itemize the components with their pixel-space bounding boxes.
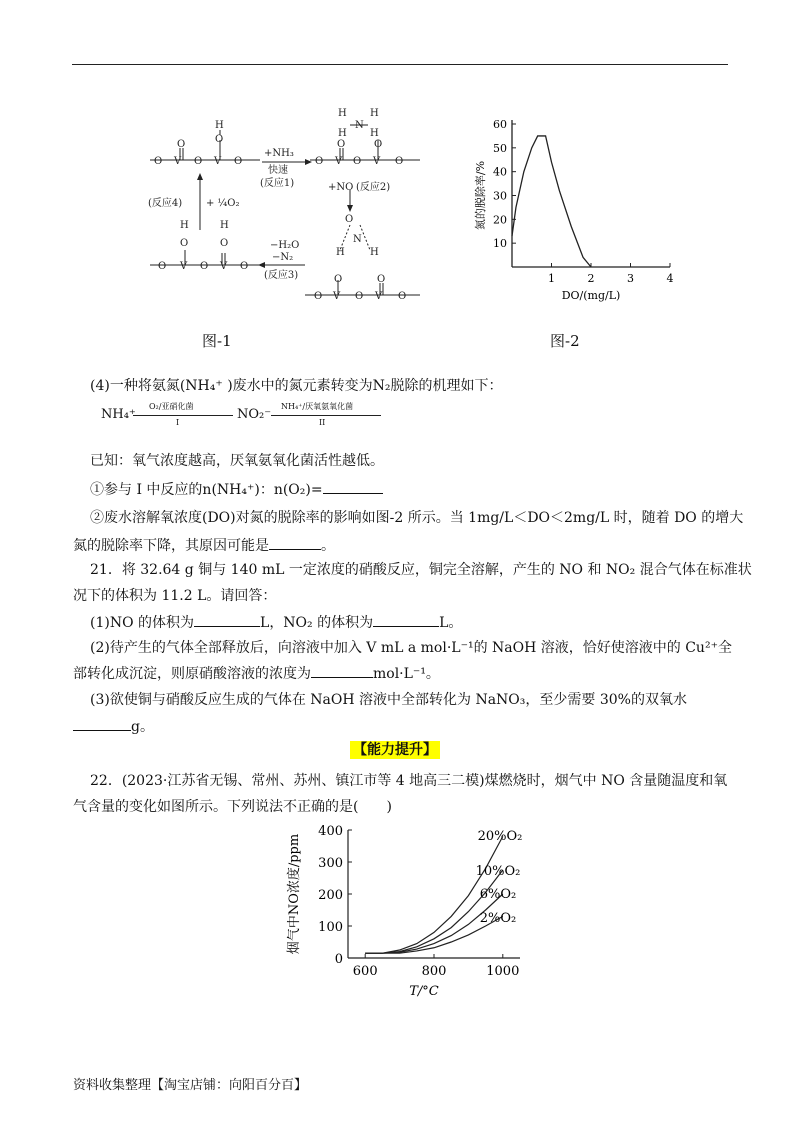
y-axis-label: 烟气中NO浓度/ppm xyxy=(287,833,302,955)
scheme-arrow1-top: O₂/亚硝化菌 xyxy=(149,402,194,411)
figure1-mechanism-diagram xyxy=(140,100,440,315)
figure1-caption: 图-1 xyxy=(202,332,232,350)
svg-text:O: O xyxy=(158,261,167,272)
q21-part1: (1)NO 的体积为 L，NO₂ 的体积为 L。 xyxy=(90,612,462,633)
label-n2: −N₂ xyxy=(272,252,294,263)
y-tick-label: 50 xyxy=(493,141,507,155)
svg-text:O: O xyxy=(154,156,163,167)
svg-text:N: N xyxy=(355,120,364,131)
svg-text:H: H xyxy=(370,247,379,258)
svg-text:H: H xyxy=(370,128,379,139)
series-label: 6%O₂ xyxy=(479,887,517,902)
q21-part2-line1: (2)待产生的气体全部释放后，向溶液中加入 V mL a mol·L⁻¹的 NaOH 溶液，恰好使溶液中的 Cu²⁺全 xyxy=(90,640,732,656)
q22-line1: 22．(2023·江苏省无锡、常州、苏州、镇江市等 4 地高三二模)煤燃烧时，烟气中 NO 含量随温度和氧 xyxy=(90,773,728,789)
svg-text:V: V xyxy=(335,156,343,167)
svg-text:O: O xyxy=(355,291,364,302)
x-tick-label: 3 xyxy=(627,272,634,285)
q21-part3-line1: (3)欲使铜与硝酸反应生成的气体在 NaOH 溶液中全部转化为 NaNO₃，至少需要 30%的双氧水 xyxy=(90,692,687,708)
q4-known: 已知：氧气浓度越高，厌氧氨氧化菌活性越低。 xyxy=(90,453,384,469)
svg-text:V: V xyxy=(220,261,228,272)
svg-text:V: V xyxy=(333,291,341,302)
label-no: +NO xyxy=(328,182,354,193)
series-label: 2%O₂ xyxy=(479,911,517,926)
x-tick-label: 600 xyxy=(352,964,378,979)
series-label: 20%O₂ xyxy=(477,829,523,844)
figure2-caption: 图-2 xyxy=(550,332,580,350)
x-axis-label: DO/(mg/L) xyxy=(561,289,621,302)
label-fast: 快速 xyxy=(268,165,288,176)
scheme-arrow1-bottom: I xyxy=(176,418,180,427)
label-r1: (反应1) xyxy=(260,178,295,189)
q21-part2-line2: 部转化成沉淀，则原硝酸溶液的浓度为 mol·L⁻¹。 xyxy=(73,663,440,684)
svg-text:H: H xyxy=(220,220,229,231)
answer-blank[interactable] xyxy=(194,612,260,627)
label-r2: (反应2) xyxy=(356,182,391,193)
y-tick-label: 60 xyxy=(493,118,507,131)
q22-line2: 气含量的变化如图所示。下列说法不正确的是( ) xyxy=(73,799,392,815)
scheme-arrow2-bottom: II xyxy=(319,418,326,427)
q21-line2: 况下的体积为 11.2 L。请回答： xyxy=(73,588,277,604)
svg-text:V: V xyxy=(174,156,182,167)
q4-sub1: ①参与 I 中反应的n(NH₄⁺)：n(O₂)= xyxy=(90,479,383,500)
svg-text:V: V xyxy=(375,291,383,302)
y-tick-label: 400 xyxy=(318,824,343,839)
svg-text:O: O xyxy=(215,134,224,145)
q21-line1: 21．将 32.64 g 铜与 140 mL 一定浓度的硝酸反应，铜完全溶解，产生的 NO 和 NO₂ 混合气体在标准状 xyxy=(90,562,752,578)
svg-text:O: O xyxy=(194,156,203,167)
y-tick-label: 20 xyxy=(493,213,507,227)
svg-text:O: O xyxy=(337,139,346,150)
label-o2: + ¼O₂ xyxy=(206,198,240,209)
q4-scheme xyxy=(101,403,381,433)
x-tick-label: 1 xyxy=(548,272,555,285)
svg-text:H: H xyxy=(370,108,379,119)
y-tick-label: 40 xyxy=(493,165,507,179)
scheme-arrow2 xyxy=(271,415,381,416)
svg-text:O: O xyxy=(180,238,189,249)
svg-text:V: V xyxy=(180,261,188,272)
svg-text:O: O xyxy=(345,214,354,225)
label-h2o: −H₂O xyxy=(270,240,300,251)
svg-text:V: V xyxy=(373,156,381,167)
svg-text:H: H xyxy=(180,220,189,231)
svg-text:O: O xyxy=(200,261,209,272)
y-tick-label: 100 xyxy=(318,920,343,935)
y-tick-label: 200 xyxy=(318,888,343,903)
x-tick-label: 2 xyxy=(587,272,595,285)
answer-blank[interactable] xyxy=(323,479,383,494)
answer-blank[interactable] xyxy=(311,663,373,678)
y-tick-label: 300 xyxy=(318,856,343,871)
scheme-nh4: NH₄⁺ xyxy=(101,407,136,422)
svg-text:O: O xyxy=(395,156,404,167)
q4-sub2-line2: 氮的脱除率下降，其原因可能是 。 xyxy=(73,535,335,556)
y-axis-label: 氮的脱除率/% xyxy=(474,160,487,231)
x-tick-label: 800 xyxy=(421,964,447,979)
footer-source: 资料收集整理【淘宝店铺：向阳百分百】 xyxy=(73,1078,308,1093)
svg-text:O: O xyxy=(220,238,229,249)
scheme-arrow2-top: NH₄⁺/厌氧氨氧化菌 xyxy=(281,402,354,411)
svg-text:O: O xyxy=(314,291,323,302)
label-r3: (反应3) xyxy=(264,270,299,281)
y-tick-label: 0 xyxy=(334,952,343,967)
svg-text:O: O xyxy=(353,156,362,167)
x-tick-label: 4 xyxy=(666,272,674,285)
svg-text:O: O xyxy=(234,156,243,167)
figure2-chart xyxy=(470,112,680,302)
label-nh3: +NH₃ xyxy=(264,148,294,159)
answer-blank[interactable] xyxy=(373,612,439,627)
y-tick-label: 30 xyxy=(493,189,507,203)
y-tick-label: 10 xyxy=(493,237,507,251)
scheme-no2: NO₂⁻ xyxy=(237,407,272,422)
svg-text:O: O xyxy=(398,291,407,302)
q4-sub2-line1: ②废水溶解氧浓度(DO)对氮的脱除率的影响如图-2 所示。当 1mg/L＜DO＜2mg/L 时，随着 DO 的增大 xyxy=(90,510,744,526)
answer-blank[interactable] xyxy=(73,716,131,731)
svg-text:N: N xyxy=(353,234,362,245)
scheme-arrow1 xyxy=(133,415,233,416)
x-axis-label: T/°C xyxy=(409,984,439,999)
q4-intro: (4)一种将氨氮(NH₄⁺ )废水中的氮元素转变为N₂脱除的机理如下： xyxy=(90,378,503,394)
q21-part3-line2: g。 xyxy=(73,716,154,737)
svg-text:H: H xyxy=(338,128,347,139)
x-tick-label: 1000 xyxy=(486,964,520,979)
svg-text:O: O xyxy=(177,139,186,150)
svg-text:H: H xyxy=(336,247,345,258)
svg-text:O: O xyxy=(377,274,386,285)
svg-text:V: V xyxy=(214,156,222,167)
label-r4: (反应4) xyxy=(148,198,183,209)
svg-text:O: O xyxy=(334,274,343,285)
q22-chart xyxy=(280,818,540,1008)
svg-text:H: H xyxy=(215,120,224,131)
svg-text:H: H xyxy=(338,108,347,119)
svg-text:O: O xyxy=(315,156,324,167)
series-line xyxy=(512,136,591,267)
section-badge: 【能力提升】 xyxy=(350,741,440,759)
svg-text:O: O xyxy=(374,139,383,150)
answer-blank[interactable] xyxy=(269,535,321,550)
header-rule xyxy=(72,64,728,65)
series-label: 10%O₂ xyxy=(475,864,521,879)
svg-text:O: O xyxy=(240,261,249,272)
